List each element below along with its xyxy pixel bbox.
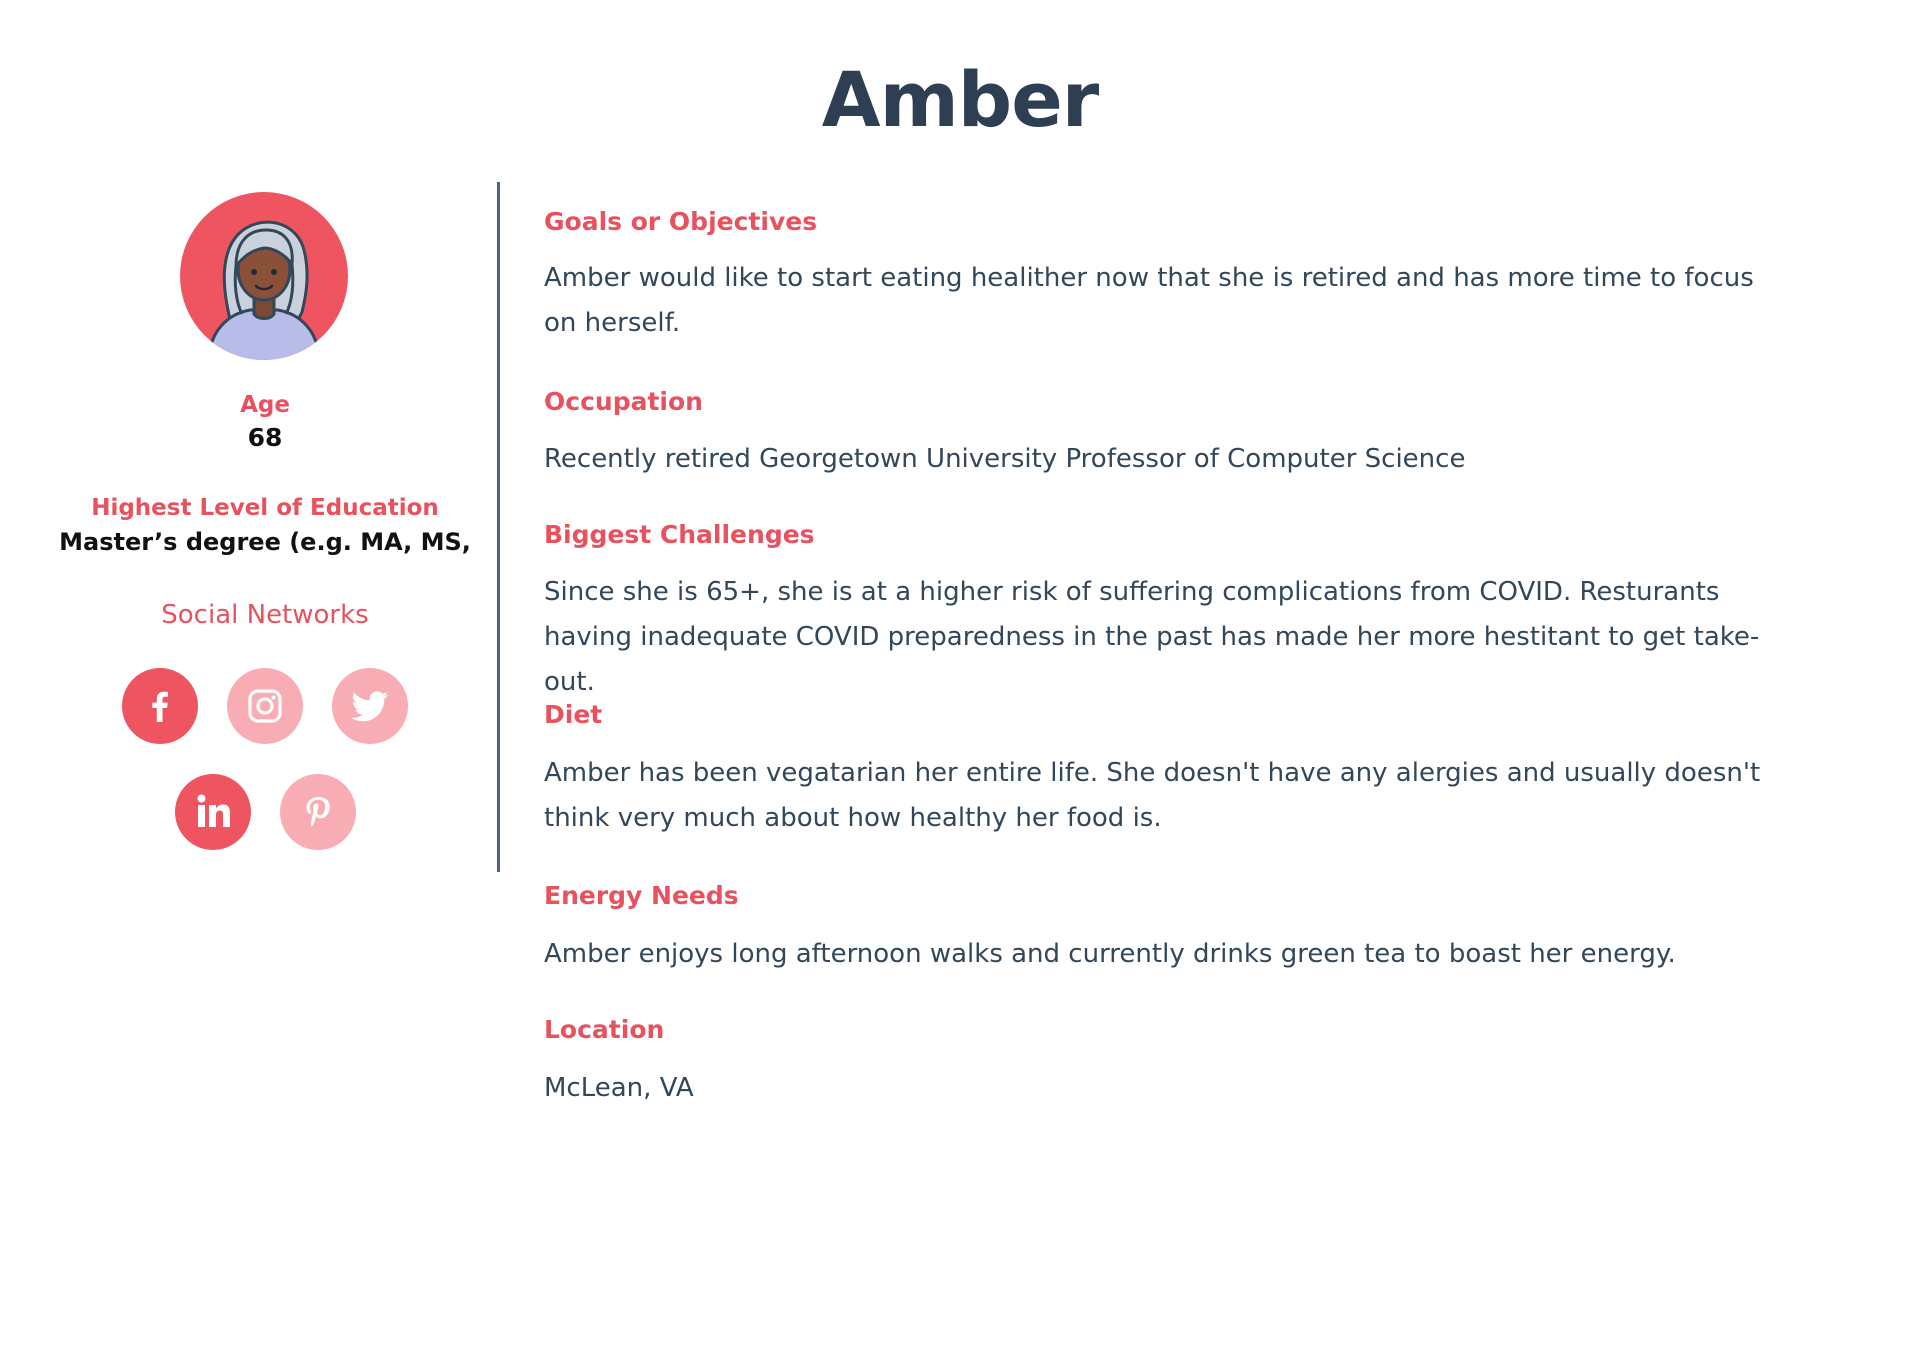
linkedin-glyph-icon <box>191 790 235 834</box>
diet-text: Amber has been vegatarian her entire life. She doesn't have any alergies and usually doesn't think very much about how healthy her food is. <box>544 758 1761 833</box>
challenges-heading: Biggest Challenges <box>544 520 815 549</box>
instagram-glyph-icon <box>244 685 286 727</box>
diet-heading: Diet <box>544 700 603 729</box>
energy-needs-text: Amber enjoys long afternoon walks and currently drinks green tea to boast her energy. <box>544 939 1676 969</box>
location-heading: Location <box>544 1015 665 1044</box>
twitter-glyph-icon <box>348 684 392 728</box>
pinterest-glyph-icon <box>298 792 338 832</box>
age-label: Age <box>240 392 290 418</box>
instagram-icon[interactable] <box>227 668 303 744</box>
avatar <box>180 192 348 360</box>
persona-name: Amber <box>821 55 1099 144</box>
pinterest-icon[interactable] <box>280 774 356 850</box>
occupation-heading: Occupation <box>544 387 703 416</box>
avatar-illustration-icon <box>180 192 348 360</box>
education-value: Master’s degree (e.g. MA, MS, <box>59 528 471 556</box>
linkedin-icon[interactable] <box>175 774 251 850</box>
goals-text: Amber would like to start eating healither now that she is retired and has more time to focus on herself. <box>544 263 1754 338</box>
goals-heading: Goals or Objectives <box>544 207 818 236</box>
twitter-icon[interactable] <box>332 668 408 744</box>
education-label: Highest Level of Education <box>91 495 439 521</box>
column-divider <box>497 182 500 872</box>
persona-details <box>544 0 1794 1357</box>
location-text: McLean, VA <box>544 1073 694 1103</box>
occupation-text: Recently retired Georgetown University Professor of Computer Science <box>544 444 1466 474</box>
energy-needs-heading: Energy Needs <box>544 881 739 910</box>
profile-sidebar <box>40 0 490 1357</box>
facebook-icon[interactable] <box>122 668 198 744</box>
social-networks-label: Social Networks <box>161 600 369 630</box>
age-value: 68 <box>247 423 283 452</box>
facebook-glyph-icon <box>140 686 180 726</box>
challenges-text: Since she is 65+, she is at a higher risk of suffering complications from COVID. Resturants having inadequate COVID preparedness in the past has made her more hestitant to get take-out. <box>544 577 1760 697</box>
